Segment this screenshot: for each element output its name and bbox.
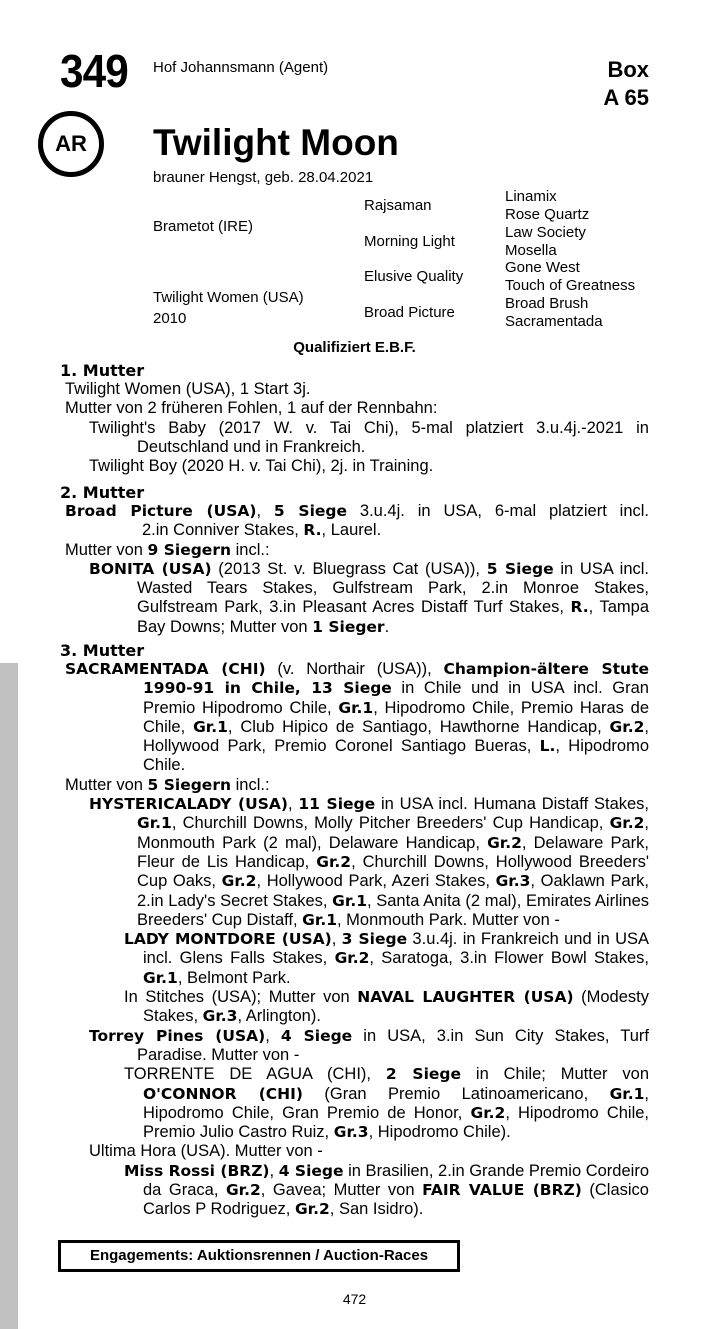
pedigree-great-grandparent: Sacramentada <box>505 313 603 330</box>
horse-name-bold: HYSTERICALADY (USA) <box>89 795 288 814</box>
text: (Gran Premio Latinoamericano, <box>303 1084 610 1103</box>
grade-bold: Gr.1 <box>193 717 228 736</box>
pedigree-grandparent: Rajsaman <box>364 197 432 214</box>
horse-name-bold: BONITA (USA) <box>89 559 212 578</box>
winners-bold: 9 Siegern <box>147 540 232 559</box>
pedigree-great-grandparent: Rose Quartz <box>505 206 590 223</box>
pedigree-grandparent: Broad Picture <box>364 304 455 321</box>
qualification-note: Qualifiziert E.B.F. <box>293 339 416 356</box>
produce-entry <box>60 1027 649 1066</box>
text: (Clasico Carlos P Rodriguez, <box>143 1181 649 1219</box>
pedigree-great-grandparent: Touch of Greatness <box>505 277 636 294</box>
foal-entry <box>60 419 649 458</box>
text: , Hollywood Park, Azeri Stakes, <box>256 872 496 891</box>
grade-bold: Gr.3 <box>495 872 531 891</box>
text: , Monmouth Park. Mutter von - <box>337 910 560 929</box>
grade-bold: Gr.2 <box>316 852 352 871</box>
dam-produce-summary: Mutter von 2 früheren Fohlen, 1 auf der Rennbahn: <box>65 399 438 418</box>
wins-bold: 3 Siege <box>341 930 408 949</box>
third-dam-entry <box>60 660 649 776</box>
text: , San Isidro). <box>329 1200 424 1219</box>
grade-bold: Gr.2 <box>225 1181 261 1200</box>
produce-entry: Ultima Hora (USA). Mutter von - <box>89 1142 323 1161</box>
text: In Stitches (USA); Mutter von <box>124 988 358 1007</box>
pedigree-dam: Twilight Women (USA) <box>153 289 304 306</box>
pedigree-grandparent: Morning Light <box>364 233 455 250</box>
text: , Saratoga, 3.in Flower Bowl Stakes, <box>369 949 649 968</box>
grade-bold: Gr.1 <box>143 968 178 987</box>
wins-bold: 11 Siege <box>298 795 376 814</box>
text: , Tampa Bay Downs; Mutter von <box>137 598 649 636</box>
text: , Hipodromo Chile). <box>368 1123 511 1142</box>
wins-bold: 4 Siege <box>280 1026 353 1045</box>
box-label: Box <box>607 57 649 82</box>
text: in Brasilien, 2.in Grande Premio Cordeiro da Graca, <box>143 1161 649 1200</box>
grade-bold: Gr.2 <box>609 814 645 833</box>
text: in Chile; Mutter von <box>461 1065 649 1084</box>
text: in USA incl. Humana Distaff Stakes, <box>375 795 650 814</box>
horse-name-bold: NAVAL LAUGHTER (USA) <box>357 988 574 1007</box>
foal-entry-line: Deutschland und in Frankreich. <box>137 437 366 456</box>
winners-bold: 5 Siegern <box>147 775 232 794</box>
section-first-dam <box>60 361 649 476</box>
grade-bold: Gr.2 <box>470 1103 506 1122</box>
text: , <box>265 1026 281 1045</box>
text: TORRENTE DE AGUA (CHI), <box>124 1065 386 1084</box>
text: in Chile und in USA incl. Gran Premio Hipodromo Chile, <box>143 679 649 717</box>
box-number: A 65 <box>603 85 649 110</box>
section-title: 2. Mutter <box>60 483 145 502</box>
foal-entry-line: Twilight's Baby (2017 W. v. Tai Chi), 5-mal platziert 3.u.4j.-2021 in <box>89 418 649 437</box>
text: , Hipodromo Chile, Premio Haras de Chile, <box>143 698 650 736</box>
text: , Churchill Downs, Hollywood Breeders' Cup Oaks, <box>137 852 649 891</box>
text: , Santa Anita (2 mal), Emirates Airlines Breeders' Cup Distaff, <box>137 891 649 929</box>
produce-summary <box>60 541 649 560</box>
text: , Oaklawn Park, 2.in Lady's Secret Stakes, <box>137 872 649 910</box>
grade-bold: Gr.2 <box>609 717 645 736</box>
section-title: 3. Mutter <box>60 641 145 660</box>
grade-bold: R. <box>303 521 322 540</box>
text: , Gavea; Mutter von <box>260 1181 423 1200</box>
grade-bold: Gr.2 <box>334 949 370 968</box>
text: in USA, 3.in Sun City Stakes, Turf Paradise. Mutter von - <box>137 1026 649 1064</box>
text: , Laurel. <box>321 521 382 540</box>
text: (v. Northair (USA)), <box>265 660 444 678</box>
text: incl.: <box>231 775 270 794</box>
text: 2.in Conniver Stakes, <box>142 521 304 540</box>
pedigree-sire: Brametot (IRE) <box>153 218 254 235</box>
text: , Hipodromo Chile, Premio Julio Castro Ruiz, <box>143 1103 650 1142</box>
horse-name-bold: O'CONNOR (CHI) <box>143 1084 304 1103</box>
ar-badge-text: AR <box>55 131 87 156</box>
horse-name-bold: FAIR VALUE (BRZ) <box>422 1181 582 1200</box>
text: 3.u.4j. in USA, 6-mal platziert incl. <box>347 502 650 520</box>
text: , <box>287 795 299 814</box>
entry-line <box>65 521 649 540</box>
page-edge-bar <box>0 663 18 1329</box>
ar-badge-icon <box>38 111 104 177</box>
produce-summary <box>60 776 649 795</box>
text: , <box>269 1161 279 1180</box>
produce-entry <box>60 1065 649 1142</box>
text: , Club Hipico de Santiago, Hawthorne Handicap, <box>227 717 610 736</box>
championship-bold: Champion-ältere Stute 1990-91 in Chile, 13 Siege <box>143 660 650 698</box>
text: in USA incl. Wasted Tears Stakes, Gulfstream Park, 2.in Monroe Stakes, Gulfstream Park, 3.in Pleasant Acres Distaff Turf Stakes, <box>137 559 649 617</box>
produce-entry <box>60 560 649 637</box>
produce-entry <box>60 930 649 988</box>
engagements-box: Engagements: Auktionsrennen / Auction-Races <box>58 1240 460 1272</box>
grade-bold: Gr.1 <box>338 698 374 717</box>
text: , Monmouth Park (2 mal), Delaware Handicap, <box>137 814 649 852</box>
grade-bold: L. <box>539 737 556 756</box>
horse-name: Twilight Moon <box>153 122 399 163</box>
grade-bold: Gr.3 <box>333 1123 369 1142</box>
text: (Modesty Stakes, <box>143 988 649 1026</box>
text: , Arlington). <box>237 1007 321 1026</box>
pedigree-great-grandparent: Law Society <box>505 224 586 241</box>
pedigree-grandparent: Elusive Quality <box>364 268 464 285</box>
wins-bold: 5 Siege <box>486 559 554 578</box>
text: incl.: <box>231 540 270 559</box>
horse-description: brauner Hengst, geb. 28.04.2021 <box>153 169 374 186</box>
text: , <box>256 502 274 520</box>
box-location <box>603 56 649 112</box>
lot-number: 349 <box>60 45 128 97</box>
foal-entry: Twilight Boy (2020 H. v. Tai Chi), 2j. in Training. <box>89 457 434 476</box>
horse-name-bold: Torrey Pines (USA) <box>89 1026 266 1045</box>
horse-name-bold: SACRAMENTADA (CHI) <box>65 660 266 678</box>
text: , Hollywood Park, Premio Coronel Santiago Bueras, <box>143 717 649 756</box>
pedigree-great-grandparent: Linamix <box>505 188 557 205</box>
produce-entry <box>60 795 649 930</box>
section-second-dam <box>60 483 649 637</box>
text: , Delaware Park, Fleur de Lis Handicap, <box>137 833 649 871</box>
second-dam-entry <box>60 502 649 541</box>
wins-bold: 2 Siege <box>385 1065 461 1084</box>
produce-entry <box>60 1162 649 1220</box>
text: , Churchill Downs, Molly Pitcher Breeders' Cup Handicap, <box>171 814 610 833</box>
grade-bold: Gr.1 <box>302 910 338 929</box>
horse-name-bold: LADY MONTDORE (USA) <box>124 930 332 949</box>
page-number: 472 <box>342 1291 367 1307</box>
text: . <box>384 617 390 636</box>
text: , Hipodromo Chile. <box>143 737 650 775</box>
grade-bold: R. <box>570 598 589 617</box>
produce-entry <box>60 988 649 1027</box>
entry-line <box>65 502 649 521</box>
pedigree-great-grandparent: Broad Brush <box>505 295 589 312</box>
grade-bold: Gr.1 <box>609 1084 645 1103</box>
horse-name-bold: Miss Rossi (BRZ) <box>124 1161 270 1180</box>
wins-bold: 5 Siege <box>273 502 348 520</box>
pedigree-great-grandparent: Mosella <box>505 242 557 259</box>
grade-bold: Gr.1 <box>137 814 172 833</box>
grade-bold: Gr.2 <box>221 872 257 891</box>
grade-bold: Gr.2 <box>294 1200 330 1219</box>
text: Mutter von <box>65 775 148 794</box>
winners-bold: 1 Sieger <box>312 617 385 636</box>
grade-bold: Gr.2 <box>487 833 522 852</box>
section-title: 1. Mutter <box>60 361 145 380</box>
section-third-dam <box>60 641 649 1220</box>
wins-bold: 4 Siege <box>278 1161 344 1180</box>
pedigree-dam-year: 2010 <box>153 310 187 327</box>
text: , Hipodromo Chile, Gran Premio de Honor, <box>143 1084 649 1122</box>
text: Mutter von <box>65 540 148 559</box>
pedigree-great-grandparent: Gone West <box>505 259 580 276</box>
dam-summary: Twilight Women (USA), 1 Start 3j. <box>65 380 311 398</box>
text: (2013 St. v. Bluegrass Cat (USA)), <box>211 559 487 578</box>
grade-bold: Gr.3 <box>202 1007 238 1026</box>
text: 3.u.4j. in Frankreich und in USA incl. Glens Falls Stakes, <box>143 930 649 968</box>
text: , Belmont Park. <box>177 968 291 987</box>
horse-name-bold: Broad Picture (USA) <box>65 502 257 520</box>
grade-bold: Gr.1 <box>332 891 367 910</box>
text: , <box>331 930 342 949</box>
consignor: Hof Johannsmann (Agent) <box>153 59 329 76</box>
